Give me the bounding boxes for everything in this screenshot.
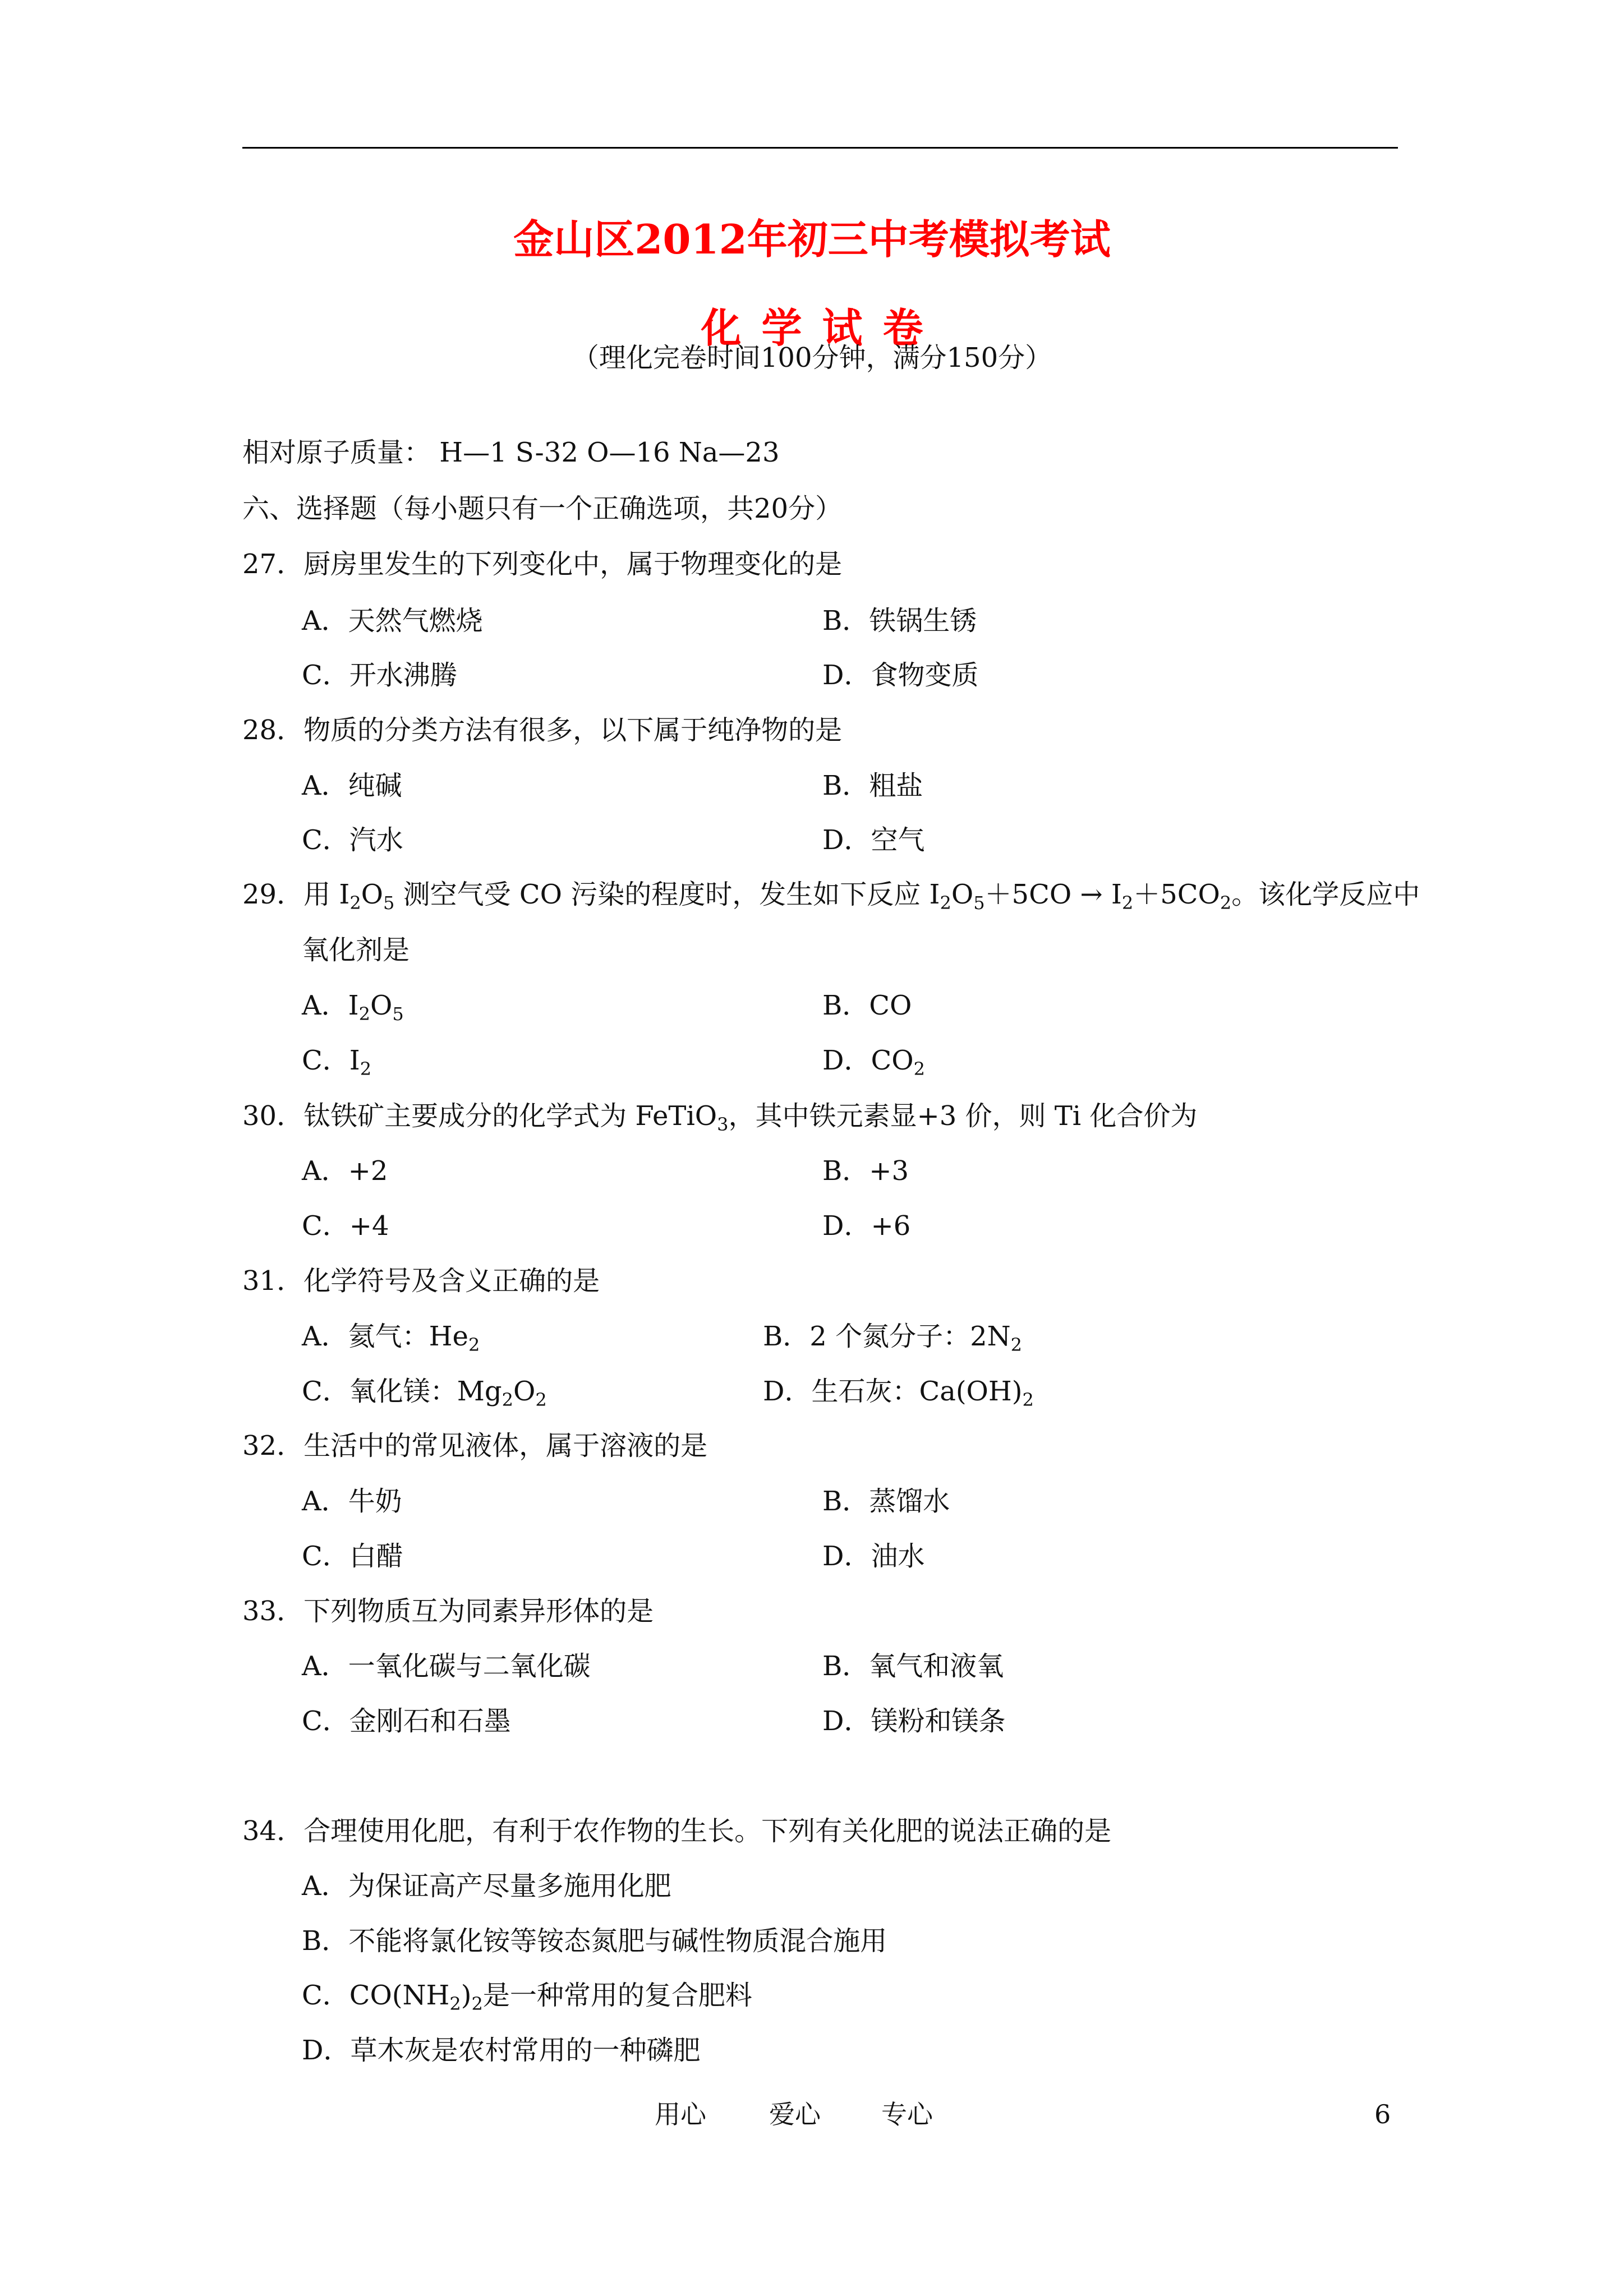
- q28-option-c: C．汽水: [302, 824, 403, 856]
- footer-slogan-3: 专心: [881, 2099, 933, 2129]
- exam-title: 金山区2012年初三中考模拟考试: [513, 215, 1111, 263]
- q29-option-b: B．CO: [822, 990, 912, 1021]
- q27-option-c: C．开水沸腾: [302, 660, 457, 691]
- q31-option-c: C．氧化镁：$Mg_2O_2$: [302, 1376, 547, 1410]
- atomic-mass-line: 相对原子质量： H—1 S-32 O—16 Na—23: [242, 437, 780, 468]
- q29-option-a: A．$I_2O_5$: [302, 990, 404, 1025]
- section-heading: 六、选择题（每小题只有一个正确选项，共20分）: [242, 493, 843, 524]
- q34-option-b: B．不能将氯化铵等铵态氮肥与碱性物质混合施用: [302, 1925, 887, 1957]
- q27-option-d: D．食物变质: [822, 660, 979, 691]
- q31-option-b: B．2 个氮分子：$2N_2$: [763, 1321, 1022, 1356]
- q34-option-d: D．草木灰是农村常用的一种磷肥: [302, 2035, 701, 2066]
- q31-option-a: A．氦气：$He_2$: [302, 1321, 480, 1356]
- q28-option-b: B．粗盐: [822, 770, 923, 801]
- q30-option-d: D．+6: [822, 1210, 911, 1242]
- q29-option-d: D．$CO_2$: [822, 1045, 925, 1080]
- q33-option-d: D．镁粉和镁条: [822, 1705, 1006, 1737]
- q34-option-a: A．为保证高产尽量多施用化肥: [302, 1870, 671, 1902]
- question-32-stem: 32．生活中的常见液体，属于溶液的是: [242, 1430, 708, 1461]
- q32-option-c: C．白醋: [302, 1541, 403, 1572]
- q32-option-d: D．油水: [822, 1541, 925, 1572]
- time-note: （理化完卷时间100分钟，满分150分）: [572, 342, 1052, 374]
- q34-option-c: C．$CO(NH_2)_2$是一种常用的复合肥料: [302, 1980, 752, 2014]
- q28-option-d: D．空气: [822, 824, 925, 856]
- question-29-stem: 29．用 $I_2O_5$ 测空气受 CO 污染的程度时，发生如下反应 $I_2O_5+5CO \to I_2+5CO_2$。该化学反应中: [242, 879, 1420, 914]
- q28-option-a: A．纯碱: [302, 770, 402, 801]
- q27-option-a: A．天然气燃烧: [302, 605, 483, 637]
- question-34-stem: 34．合理使用化肥，有利于农作物的生长。下列有关化肥的说法正确的是: [242, 1815, 1112, 1847]
- header-rule: [242, 147, 1398, 149]
- q30-option-b: B．+3: [822, 1155, 909, 1187]
- q30-option-a: A．+2: [302, 1155, 388, 1187]
- q30-option-c: C．+4: [302, 1210, 389, 1242]
- question-27-stem: 27．厨房里发生的下列变化中，属于物理变化的是: [242, 548, 843, 580]
- question-33-stem: 33．下列物质互为同素异形体的是: [242, 1596, 654, 1627]
- footer-slogan-1: 用心: [655, 2099, 706, 2129]
- footer-slogan-2: 爱心: [769, 2099, 821, 2129]
- q32-option-a: A．牛奶: [302, 1486, 402, 1517]
- q31-option-d: D．生石灰：$Ca(OH)_2$: [763, 1376, 1034, 1410]
- question-31-stem: 31．化学符号及含义正确的是: [242, 1265, 600, 1297]
- q33-option-b: B．氧气和液氧: [822, 1650, 1004, 1682]
- q27-option-b: B．铁锅生锈: [822, 605, 977, 637]
- q32-option-b: B．蒸馏水: [822, 1486, 950, 1517]
- question-29-stem-line2: 氧化剂是: [302, 934, 410, 966]
- q33-option-a: A．一氧化碳与二氧化碳: [302, 1650, 591, 1682]
- q33-option-c: C．金刚石和石墨: [302, 1705, 511, 1737]
- question-28-stem: 28．物质的分类方法有很多，以下属于纯净物的是: [242, 714, 843, 746]
- q29-option-c: C．$I_2$: [302, 1045, 372, 1080]
- page-number: 6: [1374, 2099, 1391, 2129]
- question-30-stem: 30．钛铁矿主要成分的化学式为 FeTiO$_3$，其中铁元素显+3 价，则 Ti 化合价为: [242, 1100, 1198, 1135]
- exam-subtitle: 化学试卷: [701, 304, 944, 352]
